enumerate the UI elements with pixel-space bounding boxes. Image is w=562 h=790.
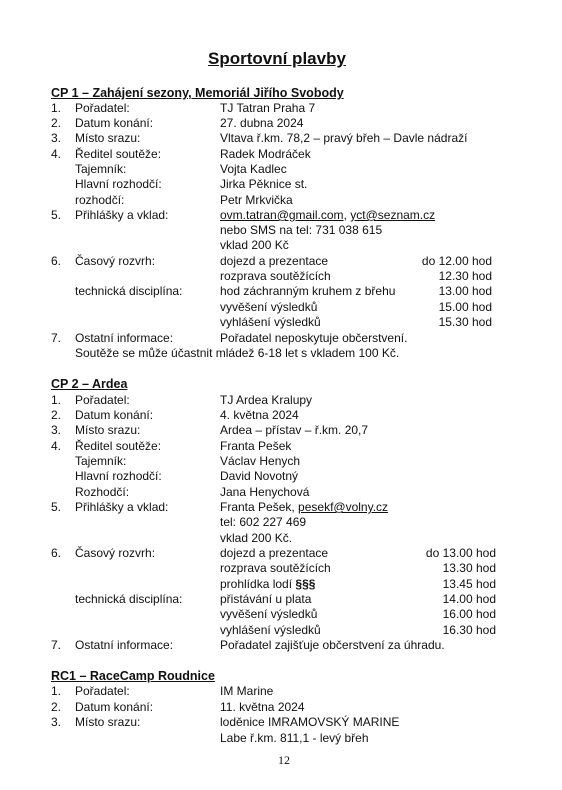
item-number: 2. xyxy=(51,116,62,130)
contact-name: Franta Pešek, xyxy=(220,500,295,514)
field-label: Časový rozvrh: xyxy=(75,254,156,268)
field-value: Franta Pešek xyxy=(220,439,292,453)
field-value: IM Marine xyxy=(220,684,274,698)
field-value: Vltava ř.km. 78,2 – pravý břeh – Davle nádraží xyxy=(220,131,468,145)
field-value: TJ Tatran Praha 7 xyxy=(220,101,316,115)
paragraph-mark: §§§ xyxy=(295,577,316,591)
page-title: Sportovní plavby xyxy=(208,49,346,68)
schedule-item-text: prohlídka lodí xyxy=(220,577,293,591)
field-value: 27. dubna 2024 xyxy=(220,116,304,130)
item-number: 3. xyxy=(51,715,62,729)
schedule-time: 12.30 hod xyxy=(438,269,492,283)
section-heading-cp1: CP 1 – Zahájení sezony, Memoriál Jiřího Svobody xyxy=(51,86,344,100)
field-label: Místo srazu: xyxy=(75,423,141,437)
schedule-time: 16.00 hod xyxy=(442,607,496,621)
item-number: 2. xyxy=(51,408,62,422)
item-number: 6. xyxy=(51,254,62,268)
item-number: 3. xyxy=(51,423,62,437)
field-label: Přihlášky a vklad: xyxy=(75,500,169,514)
field-value: Pořadatel zajišťuje občerstvení za úhradu. xyxy=(220,638,445,652)
item-number: 2. xyxy=(51,700,62,714)
field-label: Pořadatel: xyxy=(75,393,130,407)
schedule-time: 13.00 hod xyxy=(438,284,492,298)
field-value: 4. května 2024 xyxy=(220,408,299,422)
email-link[interactable]: pesekf@volny.cz xyxy=(298,500,389,514)
email-link[interactable]: yct@seznam.cz xyxy=(350,208,436,222)
schedule-item: dojezd a prezentace xyxy=(220,254,329,268)
field-value: Pořadatel neposkytuje občerstvení. xyxy=(220,331,408,345)
schedule-time: 15.30 hod xyxy=(438,315,492,329)
contact-line xyxy=(220,208,435,223)
schedule-time: 13.30 hod xyxy=(442,561,496,575)
field-label: rozhodčí: xyxy=(75,193,125,207)
item-number: 6. xyxy=(51,546,62,560)
field-value: 11. května 2024 xyxy=(220,700,305,714)
schedule-item: vyvěšení výsledků xyxy=(220,300,318,314)
schedule-time: 14.00 hod xyxy=(442,592,496,606)
field-value: nebo SMS na tel: 731 038 615 xyxy=(220,223,383,237)
note: Soutěže se může účastnit mládež 6-18 let s vkladem 100 Kč. xyxy=(75,346,400,360)
contact-line xyxy=(220,500,388,515)
item-number: 7. xyxy=(51,331,62,345)
email-link[interactable]: ovm.tatran@gmail.com xyxy=(220,208,344,222)
field-value: Labe ř.km. 811,1 - levý břeh xyxy=(220,731,369,745)
field-label: Ředitel soutěže: xyxy=(75,147,162,161)
field-value: Petr Mrkvička xyxy=(220,193,293,207)
field-label: Ostatní informace: xyxy=(75,331,174,345)
field-label: Ředitel soutěže: xyxy=(75,439,162,453)
field-value: Ardea – přístav – ř.km. 20,7 xyxy=(220,423,369,437)
field-label: Datum konání: xyxy=(75,116,154,130)
schedule-item: přistávání u plata xyxy=(220,592,312,606)
field-label: Pořadatel: xyxy=(75,101,130,115)
field-value: David Novotný xyxy=(220,469,299,483)
item-number: 4. xyxy=(51,439,62,453)
field-value: Jirka Pěknice st. xyxy=(220,177,308,191)
schedule-item: dojezd a prezentace xyxy=(220,546,329,560)
item-number: 1. xyxy=(51,101,62,115)
schedule-time: 15.00 hod xyxy=(438,300,492,314)
field-value: TJ Ardea Kralupy xyxy=(220,393,313,407)
field-value: Jana Henychová xyxy=(220,485,310,499)
item-number: 1. xyxy=(51,393,62,407)
schedule-item: rozprava soutěžících xyxy=(220,269,331,283)
schedule-time: do 12.00 hod xyxy=(421,254,492,268)
schedule-item: vyhlášení výsledků xyxy=(220,623,321,637)
item-number: 5. xyxy=(51,208,62,222)
schedule-time: 16.30 hod xyxy=(442,623,496,637)
field-label: Datum konání: xyxy=(75,700,154,714)
schedule-item: vyvěšení výsledků xyxy=(220,607,318,621)
field-label: Pořadatel: xyxy=(75,684,130,698)
item-number: 5. xyxy=(51,500,62,514)
field-value: loděnice IMRAMOVSKÝ MARINE xyxy=(220,715,400,729)
field-value: vklad 200 Kč. xyxy=(220,531,293,545)
schedule-time: 13.45 hod xyxy=(442,577,496,591)
item-number: 3. xyxy=(51,131,62,145)
schedule-item: vyhlášení výsledků xyxy=(220,315,321,329)
field-label: technická disciplína: xyxy=(75,284,183,298)
field-label: Datum konání: xyxy=(75,408,154,422)
field-value: vklad 200 Kč xyxy=(220,238,289,252)
field-value: Václav Henych xyxy=(220,454,301,468)
item-number: 4. xyxy=(51,147,62,161)
section-heading-cp2: CP 2 – Ardea xyxy=(51,377,128,391)
field-label: Ostatní informace: xyxy=(75,638,174,652)
section-heading-rc1: RC1 – RaceCamp Roudnice xyxy=(51,669,215,683)
schedule-item: rozprava soutěžících xyxy=(220,561,331,575)
schedule-time: do 13.00 hod xyxy=(425,546,496,560)
field-label: Místo srazu: xyxy=(75,131,141,145)
separator: , xyxy=(343,208,347,222)
page-number: 12 xyxy=(278,753,290,767)
schedule-item: hod záchranným kruhem z břehu xyxy=(220,284,396,298)
field-label: Hlavní rozhodčí: xyxy=(75,469,162,483)
field-label: Tajemník: xyxy=(75,454,127,468)
field-label: Místo srazu: xyxy=(75,715,141,729)
item-number: 7. xyxy=(51,638,62,652)
field-label: Rozhodčí: xyxy=(75,485,130,499)
schedule-item xyxy=(220,577,315,592)
field-value: Radek Modráček xyxy=(220,147,311,161)
field-label: Tajemník: xyxy=(75,162,127,176)
field-label: Hlavní rozhodčí: xyxy=(75,177,162,191)
item-number: 1. xyxy=(51,684,62,698)
field-label: technická disciplína: xyxy=(75,592,183,606)
field-value: Vojta Kadlec xyxy=(220,162,287,176)
field-label: Přihlášky a vklad: xyxy=(75,208,169,222)
field-value: tel: 602 227 469 xyxy=(220,515,307,529)
field-label: Časový rozvrh: xyxy=(75,546,156,560)
